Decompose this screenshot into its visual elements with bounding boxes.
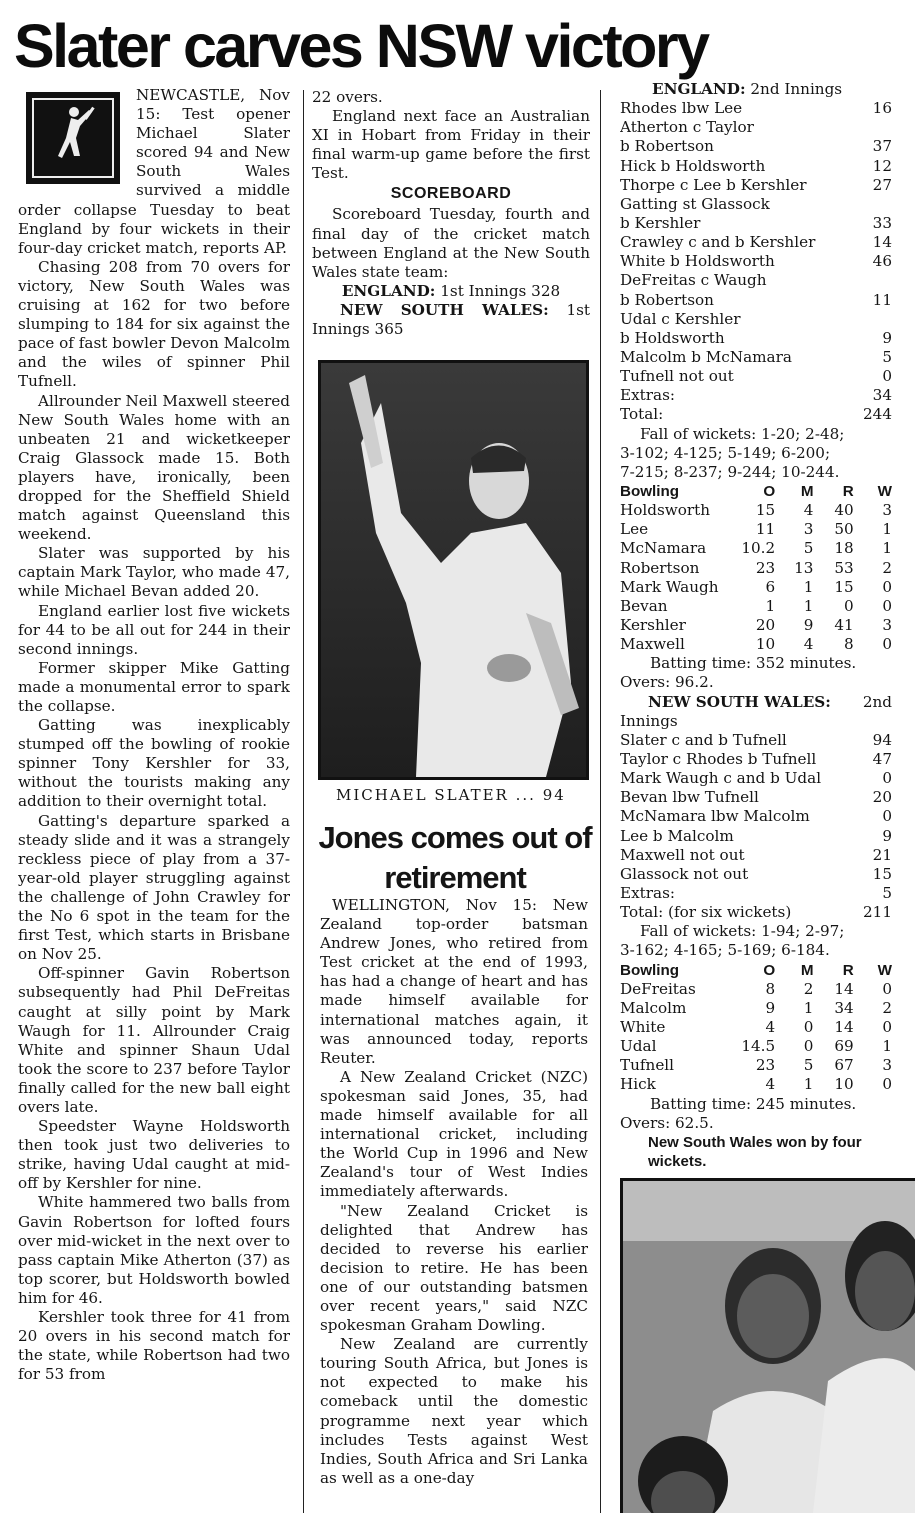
first-innings-england: [312, 282, 590, 301]
overs-value: 11: [755, 520, 776, 539]
bowling-row: [620, 980, 892, 999]
batting-row: [620, 827, 892, 846]
batting-row: [620, 807, 892, 826]
england-batting-list: [620, 99, 892, 424]
maidens-value: 4: [803, 635, 814, 654]
photo-caption: MICHAEL SLATER ... 94: [336, 786, 566, 804]
retirement-headline: Jones comes out of retirement: [318, 820, 592, 895]
fall-of-wickets: 3-162; 4-165; 5-169; 6-184.: [620, 941, 830, 960]
maidens-value: 0: [803, 1037, 814, 1056]
batting-row: [620, 846, 892, 865]
jones-photo: [620, 1178, 915, 1513]
runs-value: 16: [872, 99, 892, 118]
runs-conceded-value: 34: [834, 998, 854, 1017]
story-paragraph: 22 overs.: [312, 88, 383, 106]
batsman-dismissal: Extras:: [620, 884, 675, 903]
headline: Slater carves NSW victory: [14, 12, 708, 80]
runs-value: 9: [882, 328, 892, 347]
maidens-value: 9: [803, 616, 814, 634]
runs-value: 20: [872, 788, 892, 807]
wickets-value: 0: [882, 1018, 892, 1037]
story-paragraph: England next face an Australian XI in Hobart from Friday in their final warm-up game before the first Test.: [312, 107, 590, 183]
batting-row: [620, 865, 892, 884]
column-rule-left: [303, 90, 304, 1513]
nsw-bowling-list: [620, 501, 892, 654]
maidens-value: 1: [803, 1075, 814, 1094]
bowling-label: Bowling: [620, 483, 680, 501]
fall-of-wickets: Fall of wickets: 1-20; 2-48;: [640, 424, 845, 443]
runs-value: 11: [872, 290, 892, 309]
wickets-value: 0: [882, 979, 892, 998]
maidens-value: 3: [803, 520, 814, 539]
slater-photo: [318, 360, 589, 780]
maidens-header: M: [800, 961, 814, 979]
bowling-row: [620, 999, 892, 1018]
batting-row: [620, 348, 892, 367]
bowling-row: [620, 635, 892, 654]
batting-row: [620, 214, 892, 233]
batting-row: [620, 367, 892, 386]
runs-value: 211: [863, 903, 892, 922]
batsman-dismissal: b Kershler: [620, 214, 701, 232]
runs-conceded-value: 14: [834, 1018, 854, 1037]
bowler-name: Robertson: [620, 558, 700, 577]
batting-row: [620, 884, 892, 903]
runs-value: 37: [872, 137, 892, 156]
bowling-row: [620, 616, 892, 635]
team-label: ENGLAND:: [652, 80, 746, 98]
bowling-row: [620, 597, 892, 616]
batsman-photo-image: [321, 363, 586, 777]
overs-value: 9: [765, 998, 776, 1017]
overs-value: 8: [765, 979, 776, 998]
wickets-value: 0: [882, 577, 892, 596]
runs-value: 244: [863, 405, 892, 424]
overs-value: 23: [755, 1056, 776, 1075]
bowling-row: [620, 1056, 892, 1075]
story-paragraph: Scoreboard Tuesday, fourth and final day of the cricket match between England at the New South Wales state team:: [312, 205, 590, 281]
bowling-row: [620, 1018, 892, 1037]
overs-value: 6: [765, 577, 776, 596]
batting-row: [620, 291, 892, 310]
bowling-row: [620, 501, 892, 520]
maidens-value: 1: [803, 577, 814, 596]
batting-row: [620, 118, 892, 137]
bowler-name: Maxwell: [620, 635, 685, 654]
bowling-row: [620, 559, 892, 578]
innings-label: 2nd: [862, 692, 892, 711]
fall-of-wickets: 3-102; 4-125; 5-149; 6-200;: [620, 443, 831, 462]
fall-of-wickets: Fall of wickets: 1-94; 2-97;: [640, 922, 845, 941]
batting-row: [620, 731, 892, 750]
bowler-name: White: [620, 1018, 666, 1037]
batting-row: [620, 386, 892, 405]
batsman-dismissal: Tufnell not out: [620, 367, 734, 386]
bowling-label: Bowling: [620, 961, 680, 979]
runs-value: 15: [872, 864, 892, 883]
batsman-dismissal: b Holdsworth: [620, 328, 725, 347]
story-paragraph: Slater was supported by his captain Mark Taylor, who made 47, while Michael Bevan added 20.: [18, 544, 290, 601]
bowler-name: Holdsworth: [620, 501, 711, 520]
team-label: NEW SOUTH WALES:: [648, 692, 831, 711]
wickets-value: 2: [882, 998, 892, 1017]
overs-value: 4: [765, 1018, 776, 1037]
fall-of-wickets: 7-215; 8-237; 9-244; 10-244.: [620, 462, 840, 481]
runs-value: 21: [872, 845, 892, 864]
maidens-value: 1: [803, 596, 814, 615]
runs-conceded-value: 14: [834, 979, 854, 998]
runs-conceded-value: 10: [834, 1075, 854, 1094]
runs-header: R: [842, 483, 854, 501]
runs-value: 0: [882, 769, 892, 788]
innings-value: 1st Innings 328: [440, 281, 561, 300]
runs-header: R: [842, 961, 854, 979]
main-story-column: [18, 86, 290, 1513]
overs-header: O: [763, 483, 776, 501]
batsman-dismissal: Total: (for six wickets): [620, 903, 792, 922]
maidens-header: M: [800, 483, 814, 501]
runs-conceded-value: 15: [834, 577, 854, 596]
batting-row: [620, 233, 892, 252]
england-innings-title: [620, 80, 892, 99]
batsman-dismissal: Lee b Malcolm: [620, 826, 734, 845]
batting-time: Batting time: 352 minutes.: [650, 654, 857, 673]
runs-value: 12: [872, 156, 892, 175]
batting-time: Batting time: 245 minutes.: [650, 1094, 857, 1113]
runs-conceded-value: 18: [834, 539, 854, 558]
batsman-dismissal: Mark Waugh c and b Udal: [620, 769, 822, 788]
batsman-dismissal: Bevan lbw Tufnell: [620, 788, 759, 807]
bowler-name: Udal: [620, 1037, 657, 1056]
runs-value: 0: [882, 807, 892, 826]
bowler-name: Kershler: [620, 616, 686, 634]
batting-row: [620, 769, 892, 788]
story-paragraph: Kershler took three for 41 from 20 overs in his second match for the state, while Robertson had two for 53 from: [18, 1308, 290, 1384]
wickets-value: 1: [882, 1037, 892, 1056]
batsman-dismissal: Gatting st Glassock: [620, 194, 770, 213]
story-paragraph: Gatting's departure sparked a steady slide and it was a strangely reckless piece of play from a 37-year-old player struggling against the challenge of John Crawley for the No 6 spot in the team for the first Test, which starts in Brisbane on Nov 25.: [18, 811, 290, 964]
bowler-name: Malcolm: [620, 998, 687, 1017]
maidens-value: 4: [803, 501, 814, 520]
maidens-value: 13: [794, 558, 814, 577]
runs-conceded-value: 8: [844, 635, 854, 654]
maidens-value: 5: [803, 1056, 814, 1075]
bowler-name: Hick: [620, 1075, 656, 1094]
batting-row: [620, 788, 892, 807]
batsman-dismissal: b Robertson: [620, 137, 714, 156]
bowling-header: [620, 961, 892, 980]
bowler-name: Mark Waugh: [620, 577, 719, 596]
runs-value: 34: [872, 386, 892, 405]
group-photo-image: [623, 1181, 915, 1513]
batting-row: [620, 903, 892, 922]
batsman-dismissal: White b Holdsworth: [620, 252, 775, 271]
batting-row: [620, 99, 892, 118]
cricket-logo-icon: [26, 92, 120, 184]
team-label: ENGLAND:: [341, 281, 436, 300]
batting-row: [620, 271, 892, 290]
innings-value: 1st Innings 365: [312, 300, 590, 339]
story-paragraph: Former skipper Mike Gatting made a monumental error to spark the collapse.: [18, 658, 290, 715]
story-paragraph: Chasing 208 from 70 overs for victory, New South Wales was cruising at 162 for two before slumping to 184 for six against the pace of fast bowler Devon Malcolm and the wiles of spinner Phil Tufnell.: [18, 257, 290, 391]
match-result: New South Wales won by four wickets.: [648, 1133, 862, 1171]
maidens-value: 2: [803, 979, 814, 998]
column-rule-right: [600, 90, 601, 1513]
maidens-value: 0: [803, 1018, 814, 1037]
overs-value: 15: [755, 501, 776, 520]
runs-value: 27: [872, 175, 892, 194]
story-paragraph: Gatting was inexplicably stumped off the bowling of rookie spinner Tony Kershler for 33, without the tourists making any addition to their overnight total.: [18, 716, 290, 811]
runs-conceded-value: 69: [834, 1037, 854, 1056]
overs-total: Overs: 96.2.: [620, 673, 714, 692]
runs-conceded-value: 50: [834, 520, 854, 539]
runs-value: 9: [882, 826, 892, 845]
runs-value: 46: [872, 252, 892, 271]
england-bowling-list: [620, 980, 892, 1095]
bowling-header: [620, 482, 892, 501]
story-paragraph: Speedster Wayne Holdsworth then took just two deliveries to strike, having Udal caught at mid-off by Kershler for nine.: [18, 1117, 290, 1193]
batsman-dismissal: Hick b Holdsworth: [620, 156, 766, 175]
innings-label: 2nd Innings: [750, 80, 843, 98]
batting-row: [620, 405, 892, 424]
overs-value: 10.2: [741, 539, 776, 558]
overs-value: 20: [755, 616, 776, 634]
bowling-row: [620, 1075, 892, 1094]
runs-conceded-value: 67: [834, 1056, 854, 1075]
runs-value: 47: [872, 750, 892, 769]
story-paragraph: "New Zealand Cricket is delighted that Andrew has decided to reverse his earlier decision to retire. He has been one of our outstanding batsmen over recent years," said NZC spokesman Graham Dowling.: [320, 1201, 588, 1335]
batsman-dismissal: Udal c Kershler: [620, 309, 741, 328]
bowler-name: McNamara: [620, 539, 707, 558]
batting-row: [620, 195, 892, 214]
wickets-value: 3: [882, 1056, 892, 1075]
team-label: NEW SOUTH WALES:: [340, 300, 549, 319]
story-paragraph: Allrounder Neil Maxwell steered New South Wales home with an unbeaten 21 and wicketkeeper Craig Glassock made 15. Both players have, ironically, been dropped for the Sheffield Shield match against Queensland this weekend.: [18, 391, 290, 544]
wickets-value: 0: [882, 1075, 892, 1094]
wickets-value: 0: [882, 635, 892, 654]
wickets-value: 3: [882, 501, 892, 520]
batting-row: [620, 157, 892, 176]
wickets-value: 0: [882, 596, 892, 615]
overs-value: 10: [755, 635, 776, 654]
batsman-dismissal: Total:: [620, 405, 664, 424]
wickets-header: W: [877, 483, 892, 501]
wickets-value: 1: [882, 539, 892, 558]
overs-header: O: [763, 961, 776, 979]
batsman-dismissal: Taylor c Rhodes b Tufnell: [620, 750, 817, 769]
batsman-dismissal: b Robertson: [620, 290, 714, 309]
batsman-dismissal: Atherton c Taylor: [620, 118, 754, 137]
batting-row: [620, 252, 892, 271]
bowler-name: Lee: [620, 520, 649, 539]
bowling-row: [620, 1037, 892, 1056]
retirement-story: [320, 896, 588, 1513]
runs-value: 5: [882, 884, 892, 903]
overs-value: 14.5: [741, 1037, 776, 1056]
batting-row: [620, 176, 892, 195]
bowler-name: Bevan: [620, 596, 668, 615]
runs-conceded-value: 40: [834, 501, 854, 520]
batting-row: [620, 750, 892, 769]
wickets-header: W: [877, 961, 892, 979]
batting-row: [620, 329, 892, 348]
continuation-column: [312, 88, 590, 358]
first-innings-nsw: [312, 301, 590, 339]
batting-row: [620, 310, 892, 329]
story-paragraph: White hammered two balls from Gavin Robertson for lofted fours over mid-wicket in the next over to pass captain Mike Atherton (37) as top scorer, but Holdsworth bowled him for 46.: [18, 1193, 290, 1307]
maidens-value: 1: [803, 998, 814, 1017]
runs-value: 5: [882, 347, 892, 366]
scoreboard-column: [620, 80, 892, 1172]
wickets-value: 3: [882, 616, 892, 634]
batsman-dismissal: DeFreitas c Waugh: [620, 271, 767, 290]
bowler-name: Tufnell: [620, 1056, 675, 1075]
innings-label: Innings: [620, 711, 678, 730]
nsw-batting-list: [620, 731, 892, 922]
runs-conceded-value: 41: [834, 616, 854, 634]
maidens-value: 5: [803, 539, 814, 558]
batsman-dismissal: Glassock not out: [620, 864, 749, 883]
story-paragraph: New Zealand are currently touring South Africa, but Jones is not expected to make his comeback until the domestic programme next year which includes Tests against West Indies, South Africa and Sri Lanka as well as a one-day: [320, 1335, 588, 1487]
batsman-dismissal: Crawley c and b Kershler: [620, 233, 816, 252]
batsman-dismissal: Rhodes lbw Lee: [620, 99, 743, 118]
story-paragraph: NEWCASTLE, Nov 15: Test opener Michael Slater scored 94 and New South Wales survived a middle order collapse Tuesday to beat England by four wickets in their four-day cricket match, reports AP.: [18, 86, 290, 257]
story-paragraph: WELLINGTON, Nov 15: New Zealand top-order batsman Andrew Jones, who retired from Test cricket at the end of 1993, has had a change of heart and has made himself available for international matches again, it was announced today, reports Reuter.: [320, 896, 588, 1067]
batsman-dismissal: McNamara lbw Malcolm: [620, 807, 810, 826]
batsman-dismissal: Extras:: [620, 386, 675, 405]
story-paragraph: A New Zealand Cricket (NZC) spokesman said Jones, 35, had made himself available for all international cricket, including the World Cup in 1996 and New Zealand's tour of West Indies immediately afterwards.: [320, 1067, 588, 1201]
batsman-dismissal: Slater c and b Tufnell: [620, 730, 787, 749]
wickets-value: 1: [882, 520, 892, 539]
story-paragraph: England earlier lost five wickets for 44 to be all out for 244 in their second innings.: [18, 601, 290, 658]
nsw-innings-title: [620, 693, 892, 712]
batsman-dismissal: Thorpe c Lee b Kershler: [620, 175, 807, 194]
story-paragraph: Off-spinner Gavin Robertson subsequently had Phil DeFreitas caught at silly point by Mark Waugh for 11. Allrounder Craig White and spinner Shaun Udal took the score to 237 before Taylor finally called for the new ball eight overs late.: [18, 964, 290, 1116]
batsman-dismissal: Malcolm b McNamara: [620, 347, 792, 366]
wickets-value: 2: [882, 558, 892, 577]
scoreboard-heading: SCOREBOARD: [390, 185, 512, 203]
runs-value: 14: [872, 233, 892, 252]
batting-row: [620, 137, 892, 156]
runs-conceded-value: 53: [834, 558, 854, 577]
runs-value: 33: [872, 214, 892, 232]
runs-value: 0: [882, 367, 892, 386]
bowling-row: [620, 539, 892, 558]
overs-value: 1: [765, 596, 776, 615]
overs-value: 4: [765, 1075, 776, 1094]
bowling-row: [620, 578, 892, 597]
overs-value: 23: [755, 558, 776, 577]
runs-value: 94: [872, 730, 892, 749]
overs-total: Overs: 62.5.: [620, 1113, 714, 1132]
bowler-name: DeFreitas: [620, 979, 696, 998]
bowling-row: [620, 520, 892, 539]
batsman-dismissal: Maxwell not out: [620, 845, 745, 864]
runs-conceded-value: 0: [844, 596, 854, 615]
